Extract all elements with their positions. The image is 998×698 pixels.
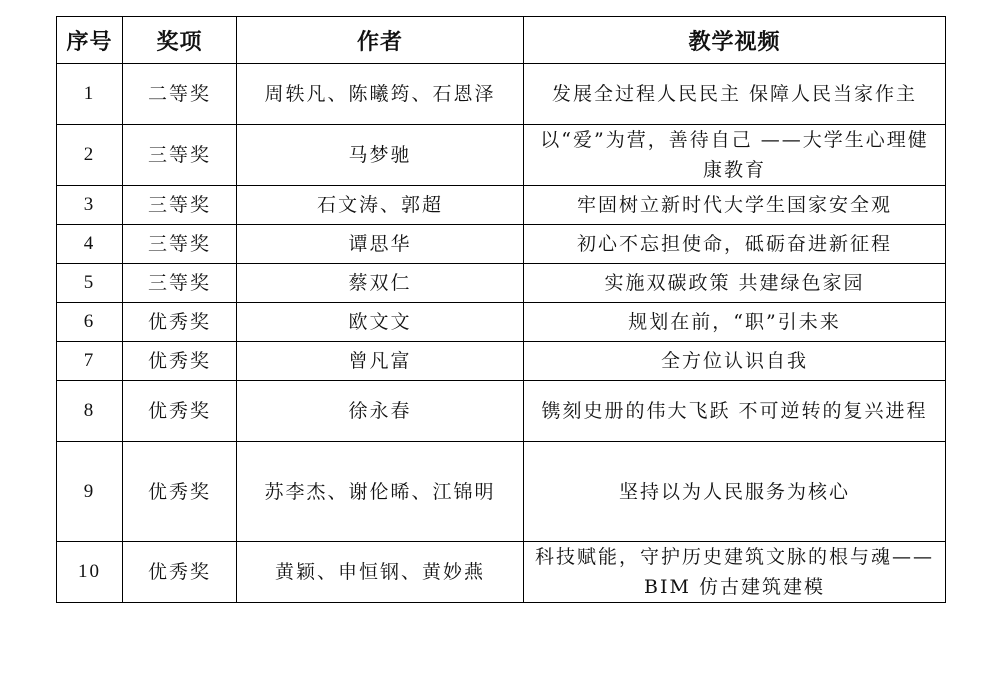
- author-cell: 马梦驰: [237, 125, 524, 186]
- author-cell: 黄颖、申恒钢、黄妙燕: [237, 542, 524, 603]
- header-serial-number: 序号: [57, 17, 123, 64]
- video-title-cell: 规划在前，“职”引未来: [524, 303, 946, 342]
- table-row: [57, 303, 946, 342]
- award-cell: 优秀奖: [123, 303, 237, 342]
- serial-number-cell: 6: [57, 303, 123, 342]
- video-title-cell: 镌刻史册的伟大飞跃 不可逆转的复兴进程: [524, 381, 946, 442]
- author-cell: 周轶凡、陈曦筠、石恩泽: [237, 64, 524, 125]
- awards-table: [56, 16, 946, 603]
- serial-number-cell: 8: [57, 381, 123, 442]
- video-title-cell: 牢固树立新时代大学生国家安全观: [524, 186, 946, 225]
- award-cell: 三等奖: [123, 186, 237, 225]
- video-title-cell: 初心不忘担使命，砥砺奋进新征程: [524, 225, 946, 264]
- author-cell: 谭思华: [237, 225, 524, 264]
- award-cell: 三等奖: [123, 264, 237, 303]
- award-cell: 三等奖: [123, 125, 237, 186]
- serial-number-cell: 3: [57, 186, 123, 225]
- header-author: 作者: [237, 17, 524, 64]
- table-row: [57, 186, 946, 225]
- header-teaching-video: 教学视频: [524, 17, 946, 64]
- table-row: [57, 442, 946, 542]
- video-title-cell: 以“爱”为营，善待自己 ——大学生心理健康教育: [524, 125, 946, 186]
- serial-number-cell: 5: [57, 264, 123, 303]
- serial-number-cell: 4: [57, 225, 123, 264]
- award-cell: 优秀奖: [123, 342, 237, 381]
- video-title-cell: 全方位认识自我: [524, 342, 946, 381]
- table-row: [57, 381, 946, 442]
- award-cell: 优秀奖: [123, 442, 237, 542]
- author-cell: 蔡双仁: [237, 264, 524, 303]
- table-row: [57, 264, 946, 303]
- video-title-cell: 坚持以为人民服务为核心: [524, 442, 946, 542]
- author-cell: 曾凡富: [237, 342, 524, 381]
- serial-number-cell: 1: [57, 64, 123, 125]
- serial-number-cell: 10: [57, 542, 123, 603]
- award-cell: 三等奖: [123, 225, 237, 264]
- video-title-cell: 科技赋能，守护历史建筑文脉的根与魂——BIM 仿古建筑建模: [524, 542, 946, 603]
- author-cell: 苏李杰、谢伦晞、江锦明: [237, 442, 524, 542]
- video-title-cell: 发展全过程人民民主 保障人民当家作主: [524, 64, 946, 125]
- author-cell: 欧文文: [237, 303, 524, 342]
- serial-number-cell: 7: [57, 342, 123, 381]
- award-cell: 优秀奖: [123, 381, 237, 442]
- serial-number-cell: 9: [57, 442, 123, 542]
- table-row: [57, 542, 946, 603]
- video-title-cell: 实施双碳政策 共建绿色家园: [524, 264, 946, 303]
- serial-number-cell: 2: [57, 125, 123, 186]
- table-row: [57, 125, 946, 186]
- author-cell: 徐永春: [237, 381, 524, 442]
- award-cell: 优秀奖: [123, 542, 237, 603]
- author-cell: 石文涛、郭超: [237, 186, 524, 225]
- table-row: [57, 225, 946, 264]
- table-row: [57, 64, 946, 125]
- table-row: [57, 342, 946, 381]
- header-award: 奖项: [123, 17, 237, 64]
- table-header-row: [57, 17, 946, 64]
- award-cell: 二等奖: [123, 64, 237, 125]
